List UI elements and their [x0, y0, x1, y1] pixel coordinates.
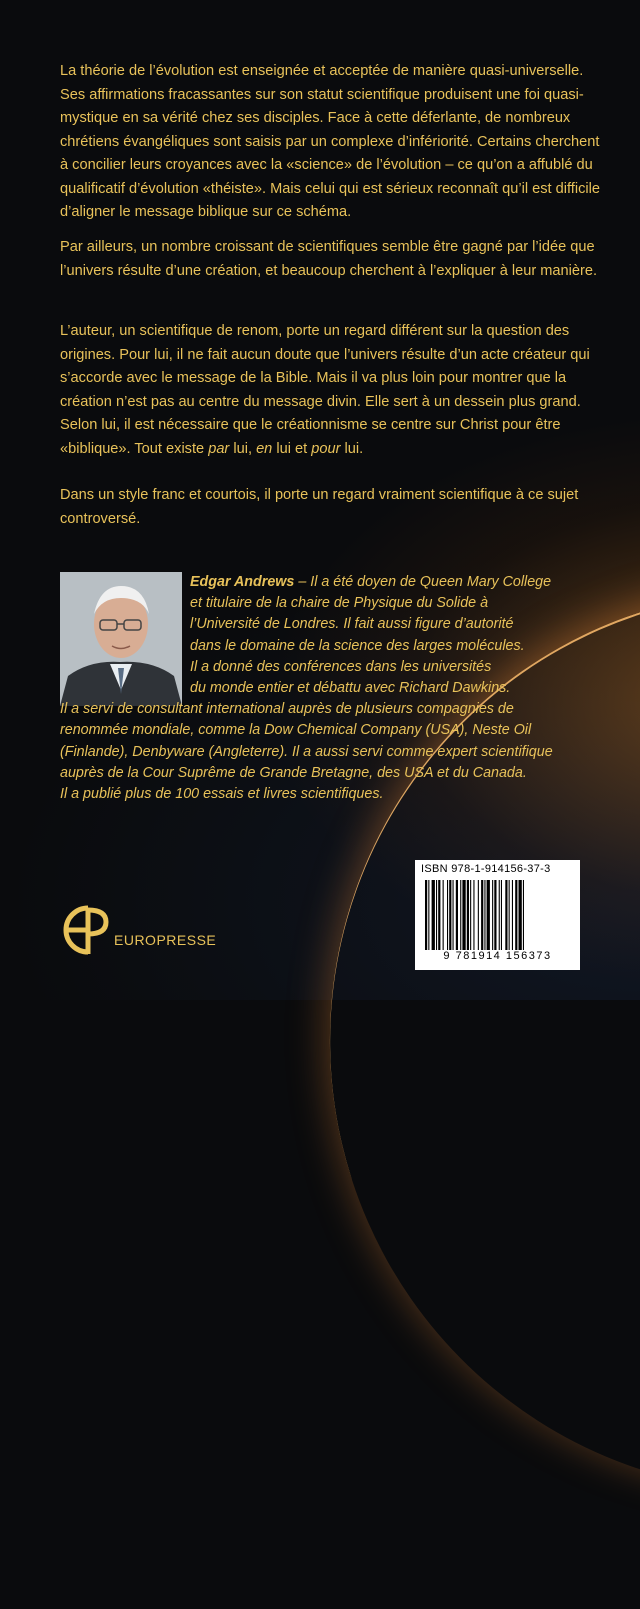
isbn-label: ISBN 978-1-914156-37-3 [421, 863, 551, 875]
bio-line-7: Il a servi de consultant international auprès de plusieurs compagnies de [60, 701, 514, 718]
bio-line-9: (Finlande), Denbyware (Angleterre). Il a aussi servi comme expert scientifique [60, 743, 553, 760]
bio-line-10: auprès de la Cour Suprême de Grande Bretagne, des USA et du Canada. [60, 764, 527, 781]
bio-line-6: du monde entier et débattu avec Richard Dawkins. [190, 680, 511, 697]
p3-emph-pour: pour [311, 440, 341, 457]
p3-text-d: lui. [340, 440, 364, 457]
bio-line-1: Edgar Andrews – Il a été doyen de Queen Mary College [190, 574, 552, 590]
blurb-paragraph-3 [60, 320, 600, 461]
author-name: Edgar Andrews [190, 574, 295, 590]
blurb-paragraph-4: Dans un style franc et courtois, il porte un regard vraiment scientifique à ce sujet controversé. [60, 487, 579, 527]
p3-text-c: lui et [272, 440, 312, 457]
barcode-bars [423, 880, 573, 950]
publisher-name: EUROPRESSE [114, 932, 217, 948]
isbn-digits: 9 781914 156373 [443, 950, 552, 962]
p3-emph-en: en [256, 440, 273, 457]
p3-emph-par: par [208, 440, 230, 457]
author-bio [60, 572, 610, 805]
bio-line-4: dans le domaine de la science des larges molécules. [190, 637, 525, 654]
bio-line-5: Il a donné des conférences dans les universités [190, 658, 492, 675]
europresse-logo-icon [58, 902, 118, 956]
bio-line-8: renommée mondiale, comme la Dow Chemical Company (USA), Neste Oil [60, 722, 532, 739]
blurb-paragraph-1: La théorie de l’évolution est enseignée et acceptée de manière quasi-universelle. Ses affirmations fracassantes sur son statut scientifique produisent une foi quasi-mystique en sa vérité chez ses disciples. Face à cette déferlante, de nombreux chrétiens évangéliques sont saisis par un complexe d’infériorité. Certains cherchent à concilier leurs croyances avec la «science» de l’évolution – ce qu’on a affublé du qualificatif d’évolution «théiste». Mais celui qui est sérieux reconnaît qu’il est difficile d’aligner le message biblique sur ce schéma. [60, 63, 600, 220]
bio-line-11: Il a publié plus de 100 essais et livres scientifiques. [60, 786, 384, 803]
p3-text-a: L’auteur, un scientifique de renom, porte un regard différent sur la question des origines. Pour lui, il ne fait aucun doute que l’univers résulte d’un acte créateur qui s’accorde avec le message de la Bible. Mais il va plus loin pour montrer que la création n’est pas au centre du message divin. Elle sert à un dessein plus grand. Selon lui, il est nécessaire que le créationnisme se centre sur Christ pour être «biblique». Tout existe [60, 323, 590, 457]
bio-line-3: l’Université de Londres. Il fait aussi figure d’autorité [190, 616, 514, 633]
isbn-barcode [415, 860, 580, 970]
p3-text-b: lui, [229, 440, 257, 457]
bio-line-2: et titulaire de la chaire de Physique du Solide à [190, 595, 489, 612]
blurb-paragraph-2: Par ailleurs, un nombre croissant de scientifiques semble être gagné par l’idée que l’univers résulte d’une création, et beaucoup cherchent à l’expliquer à leur manière. [60, 239, 598, 279]
